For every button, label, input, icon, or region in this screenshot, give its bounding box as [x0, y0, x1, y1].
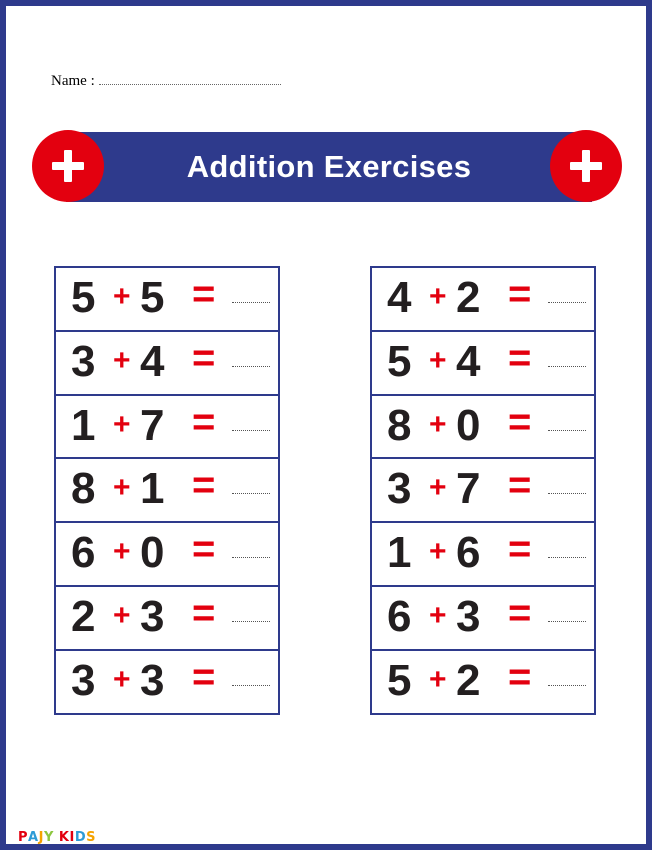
answer-blank[interactable] [548, 621, 586, 622]
second-operand: 4 [140, 336, 165, 386]
exercise-row [56, 523, 278, 587]
plus-sign: + [113, 662, 131, 696]
plus-sign: + [429, 471, 447, 505]
exercise-row [56, 268, 278, 332]
answer-blank[interactable] [232, 493, 270, 494]
answer-blank[interactable] [548, 366, 586, 367]
exercise-row [372, 523, 594, 587]
second-operand: 2 [456, 273, 481, 322]
first-operand: 1 [387, 528, 412, 578]
first-operand: 3 [387, 464, 412, 514]
answer-blank[interactable] [548, 557, 586, 558]
plus-sign: + [429, 280, 447, 313]
second-operand: 0 [456, 400, 481, 450]
first-operand: 1 [71, 400, 96, 450]
first-operand: 2 [71, 591, 96, 641]
exercise-row [56, 587, 278, 651]
equals-sign: = [192, 654, 216, 699]
name-label: Name : [51, 73, 95, 89]
second-operand: 2 [456, 655, 481, 705]
second-operand: 3 [456, 591, 481, 641]
plus-sign: + [113, 407, 131, 441]
exercise-row [372, 396, 594, 460]
equals-sign: = [508, 335, 532, 380]
second-operand: 5 [140, 273, 165, 322]
plus-sign: + [429, 598, 447, 632]
first-operand: 3 [71, 655, 96, 705]
name-field [51, 70, 281, 90]
second-operand: 1 [140, 464, 165, 514]
plus-icon-left [32, 130, 104, 202]
first-operand: 8 [71, 464, 96, 514]
exercise-row [372, 268, 594, 332]
equals-sign: = [192, 463, 216, 508]
first-operand: 3 [71, 336, 96, 386]
plus-sign: + [113, 343, 131, 377]
exercise-row [372, 587, 594, 651]
second-operand: 3 [140, 655, 165, 705]
exercise-row [372, 651, 594, 715]
plus-icon-right [550, 130, 622, 202]
second-operand: 7 [140, 400, 165, 450]
answer-blank[interactable] [232, 366, 270, 367]
plus-sign: + [113, 535, 131, 569]
answer-blank[interactable] [548, 302, 586, 303]
equals-sign: = [508, 654, 532, 699]
exercise-row [56, 651, 278, 715]
exercise-row [56, 396, 278, 460]
answer-blank[interactable] [232, 557, 270, 558]
equals-sign: = [192, 590, 216, 635]
plus-sign: + [113, 280, 131, 313]
answer-blank[interactable] [548, 493, 586, 494]
first-operand: 8 [387, 400, 412, 450]
second-operand: 0 [140, 528, 165, 578]
first-operand: 5 [387, 655, 412, 705]
plus-sign: + [429, 407, 447, 441]
first-operand: 4 [387, 273, 412, 322]
equals-sign: = [508, 527, 532, 572]
second-operand: 3 [140, 591, 165, 641]
exercise-row [372, 459, 594, 523]
answer-blank[interactable] [232, 621, 270, 622]
equals-sign: = [192, 527, 216, 572]
worksheet-page [6, 6, 646, 844]
equals-sign: = [508, 463, 532, 508]
first-operand: 6 [71, 528, 96, 578]
equals-sign: = [192, 399, 216, 444]
answer-blank[interactable] [232, 685, 270, 686]
equals-sign: = [508, 272, 532, 316]
name-input-line[interactable] [99, 70, 281, 85]
pajy-kids-logo: PAJY KIDS [18, 830, 96, 845]
plus-sign: + [429, 343, 447, 377]
exercise-row [372, 332, 594, 396]
page-title: Addition Exercises [186, 149, 472, 184]
equals-sign: = [192, 272, 216, 316]
plus-sign: + [429, 662, 447, 696]
answer-blank[interactable] [232, 430, 270, 431]
first-operand: 6 [387, 591, 412, 641]
plus-sign: + [113, 471, 131, 505]
equals-sign: = [508, 590, 532, 635]
answer-blank[interactable] [232, 302, 270, 303]
second-operand: 4 [456, 336, 481, 386]
plus-sign: + [429, 535, 447, 569]
first-operand: 5 [387, 336, 412, 386]
exercise-row [56, 459, 278, 523]
exercise-row [56, 332, 278, 396]
equals-sign: = [508, 399, 532, 444]
answer-blank[interactable] [548, 430, 586, 431]
title-banner [66, 132, 592, 202]
second-operand: 6 [456, 528, 481, 578]
exercise-column-left [54, 266, 280, 715]
plus-sign: + [113, 598, 131, 632]
answer-blank[interactable] [548, 685, 586, 686]
first-operand: 5 [71, 273, 96, 322]
second-operand: 7 [456, 464, 481, 514]
equals-sign: = [192, 335, 216, 380]
exercise-column-right [370, 266, 596, 715]
